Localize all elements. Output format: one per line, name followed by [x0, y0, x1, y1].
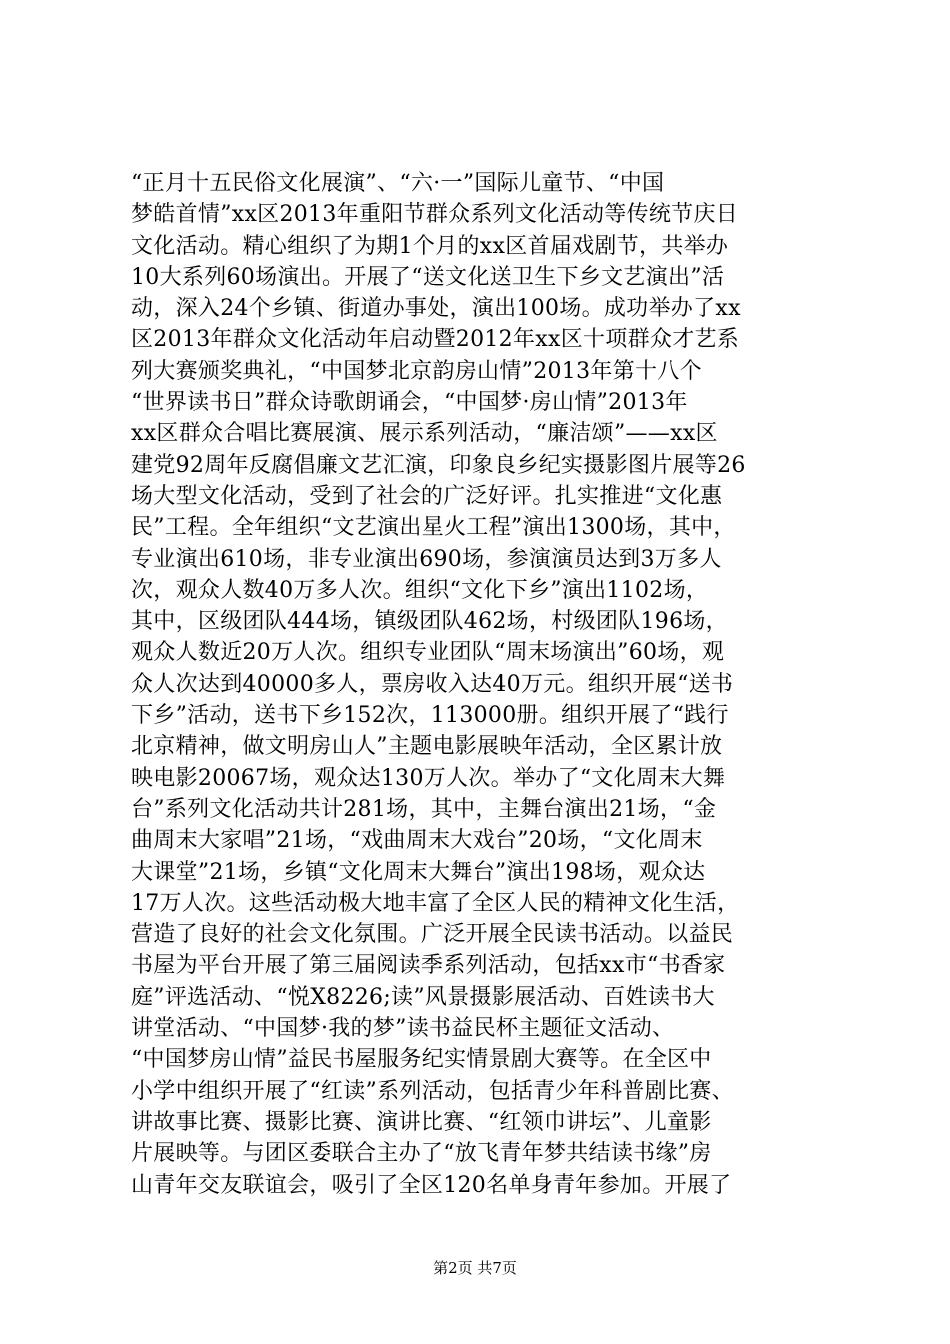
page-number-footer: 第2页 共7页 [433, 1259, 517, 1277]
text-line: 动，深入24个乡镇、街道办事处，演出100场。成功举办了xx [131, 296, 741, 322]
text-line: 10大系列60场演出。开展了“送文化送卫生下乡文艺演出”活 [131, 264, 725, 290]
text-line: 建党92周年反腐倡廉文艺汇演，印象良乡纪实摄影图片展等26 [131, 452, 746, 478]
text-line: 其中，区级团队444场，镇级团队462场，村级团队196场， [131, 609, 728, 635]
text-line: 大课堂”21场，乡镇“文化周末大舞台”演出198场，观众达 [131, 859, 706, 885]
text-line: 区2013年群众文化活动年启动暨2012年xx区十项群众才艺系 [131, 327, 740, 353]
text-line: 列大赛颁奖典礼，“中国梦北京韵房山情”2013年第十八个 [131, 358, 702, 384]
text-line: 片展映等。与团区委联合主办了“放飞青年梦共结读书缘”房 [131, 1141, 712, 1167]
text-line: 民”工程。全年组织“文艺演出星火工程”演出1300场，其中， [131, 515, 736, 541]
text-line: 场大型文化活动，受到了社会的广泛好评。扎实推进“文化惠 [131, 483, 723, 509]
text-line: 书屋为平台开展了第三届阅读季系列活动，包括xx市“书香家 [131, 953, 726, 979]
text-line: “中国梦房山情”益民书屋服务纪实情景剧大赛等。在全区中 [131, 1047, 712, 1073]
text-line: 众人次达到40000多人，票房收入达40万元。组织开展“送书 [131, 671, 734, 697]
text-line: 台”系列文化活动共计281场，其中，主舞台演出21场，“金 [131, 796, 717, 822]
text-line: 曲周末大家唱”21场，“戏曲周末大戏台”20场，“文化周末 [131, 828, 703, 854]
text-line: “世界读书日”群众诗歌朗诵会，“中国梦·房山情”2013年 [131, 390, 688, 416]
text-line: 映电影20067场，观众达130万人次。举办了“文化周末大舞 [131, 765, 726, 791]
text-line: xx区群众合唱比赛展演、展示系列活动，“廉洁颂”——xx区 [131, 421, 718, 447]
text-line: 山青年交友联谊会，吸引了全区120名单身青年参加。开展了 [131, 1172, 732, 1198]
text-line: 小学中组织开展了“红读”系列活动，包括青少年科普剧比赛、 [131, 1078, 734, 1104]
text-line: 观众人数近20万人次。组织专业团队“周末场演出”60场，观 [131, 640, 725, 666]
text-line: 讲故事比赛、摄影比赛、演讲比赛、“红领巾讲坛”、儿童影 [131, 1109, 712, 1135]
text-line: 营造了良好的社会文化氛围。广泛开展全民读书活动。以益民 [131, 922, 734, 948]
text-line: 专业演出610场，非专业演出690场，参演演员达到3万多人 [131, 546, 722, 572]
text-line: 次，观众人数40万多人次。组织“文化下乡”演出1102场， [131, 577, 709, 603]
text-line: 梦皓首情”xx区2013年重阳节群众系列文化活动等传统节庆日 [131, 202, 739, 228]
text-line: 下乡”活动，送书下乡152次，113000册。组织开展了“践行 [131, 703, 729, 729]
text-line: 庭”评选活动、“悦X8226;读”风景摄影展活动、百姓读书大 [131, 984, 715, 1010]
body-paragraph [131, 168, 831, 1201]
text-line: “正月十五民俗文化展演”、“六·一”国际儿童节、“中国 [131, 171, 665, 196]
text-line: 17万人次。这些活动极大地丰富了全区人民的精神文化生活， [131, 890, 740, 916]
text-line: 北京精神，做文明房山人”主题电影展映年活动，全区累计放 [131, 734, 723, 760]
text-line: 文化活动。精心组织了为期1个月的xx区首届戏剧节，共举办 [131, 233, 729, 259]
text-line: 讲堂活动、“中国梦·我的梦”读书益民杯主题征文活动、 [131, 1016, 675, 1042]
